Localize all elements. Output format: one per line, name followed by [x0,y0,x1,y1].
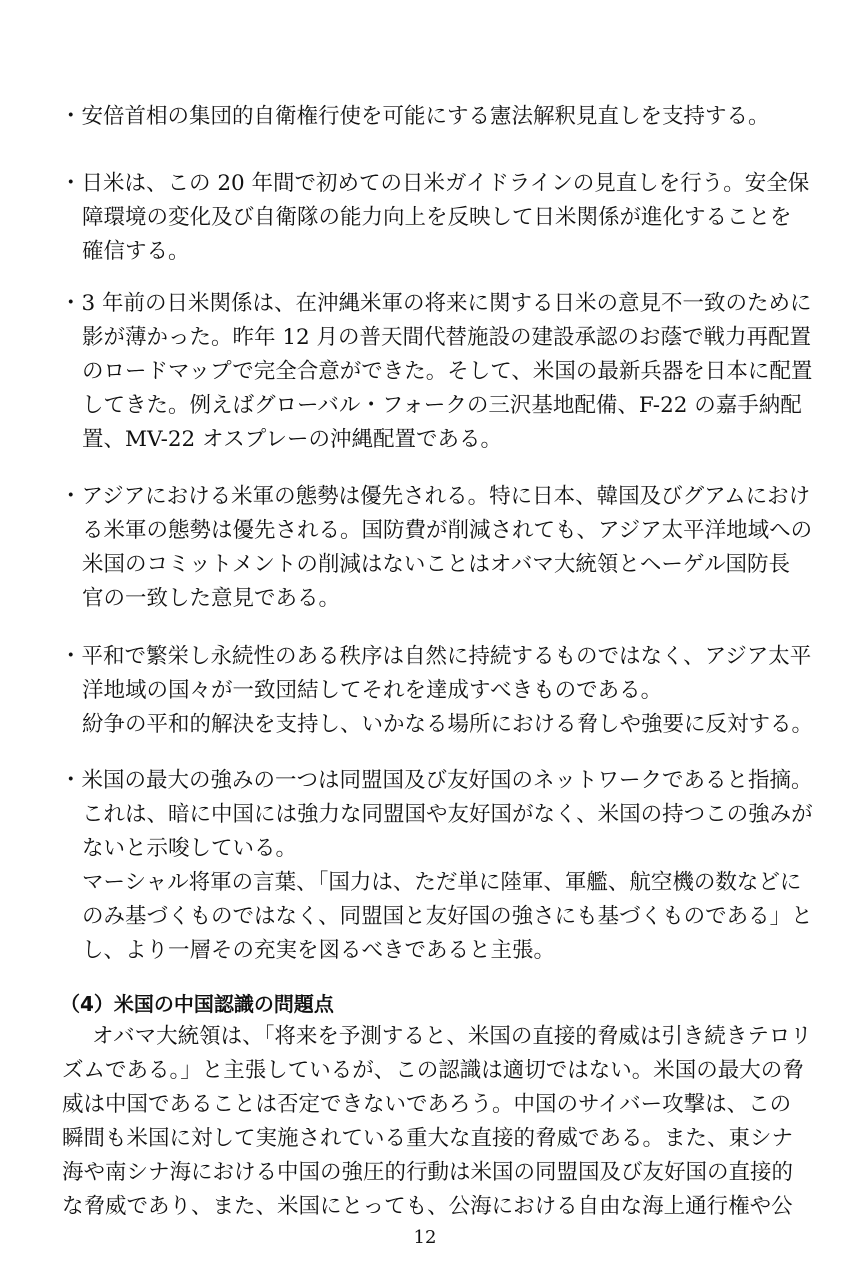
bullet-line: ないと示唆している。 [82,836,298,861]
bullet-line: 官の一致した意見である。 [82,586,341,611]
bullet-item-asia-posture [60,480,813,616]
bullet-line: 置、MV-22 オスプレーの沖縄配置である。 [82,427,502,452]
bullet-line: し、より一層その充実を図るべきであると主張。 [82,938,556,963]
paragraph-line: ズムである。」と主張しているが、この認識は適切ではない。米国の最大の脅 [62,1058,804,1083]
bullet-line: のみ基づくものではなく、同盟国と友好国の強さにも基づくものである」と [82,904,813,929]
bullet-item-guidelines [60,167,810,269]
bullet-line: ・平和で繁栄し永続性のある秩序は自然に持続するものではなく、アジア太平 [60,644,812,669]
bullet-line: ・安倍首相の集団的自衛権行使を可能にする憲法解釈見直しを支持する。 [60,104,770,129]
paragraph-line: 海や南シナ海における中国の強圧的行動は米国の同盟国及び友好国の直接的 [62,1160,794,1185]
bullet-item-collective-self-defense [60,100,800,134]
bullet-item-peace-order [60,640,814,742]
bullet-line: 洋地域の国々が一致団結してそれを達成すべきものである。 [82,678,663,703]
paragraph-line: 瞬間も米国に対して実施されている重大な直接的脅威である。また、東シナ [62,1126,794,1151]
bullet-line: ・アジアにおける米軍の態勢は優先される。特に日本、韓国及びグアムにおけ [60,484,811,509]
section-heading: （4）米国の中国認識の問題点 [60,992,334,1016]
paragraph-line: 威は中国であることは否定できないであろう。中国のサイバー攻撃は、この [62,1092,792,1117]
bullet-line: ・米国の最大の強みの一つは同盟国及び友好国のネットワークであると指摘。 [60,768,813,793]
paragraph-line: な脅威であり、また、米国にとっても、公海における自由な海上通行権や公 [62,1194,793,1219]
section-paragraph [62,1020,812,1224]
bullet-line: ・日米は、この 20 年間で初めての日米ガイドラインの見直しを行う。安全保 [60,171,810,196]
bullet-line: これは、暗に中国には強力な同盟国や友好国がなく、米国の持つこの強みが [82,802,813,827]
bullet-line: してきた。例えばグローバル・フォークの三沢基地配備、F-22 の嘉手納配 [82,393,802,418]
bullet-item-alliance-network [60,764,813,968]
bullet-line: マーシャル将軍の言葉、「国力は、ただ単に陸軍、軍艦、航空機の数などに [82,870,802,895]
bullet-line: 確信する。 [82,239,190,264]
bullet-line: のロードマップで完全合意ができた。そして、米国の最新兵器を日本に配置 [82,359,813,384]
bullet-item-us-japan-relations [60,287,813,457]
bullet-line: 障環境の変化及び自衛隊の能力向上を反映して日米関係が進化することを [82,205,792,230]
paragraph-line: オバマ大統領は、「将来を予測すると、米国の直接的脅威は引き続きテロリ [92,1024,812,1049]
bullet-line: る米軍の態勢は優先される。国防費が削減されても、アジア太平洋地域への [82,518,813,543]
bullet-line: 米国のコミットメントの削減はないことはオバマ大統領とヘーゲル国防長 [82,552,790,577]
bullet-line: 紛争の平和的解決を支持し、いかなる場所における脅しや強要に反対する。 [82,712,814,737]
bullet-line: ・3 年前の日米関係は、在沖縄米軍の将来に関する日米の意見不一致のために [60,291,812,316]
page-number: 12 [413,1227,437,1248]
bullet-line: 影が薄かった。昨年 12 月の普天間代替施設の建設承認のお蔭で戦力再配置 [82,325,812,350]
